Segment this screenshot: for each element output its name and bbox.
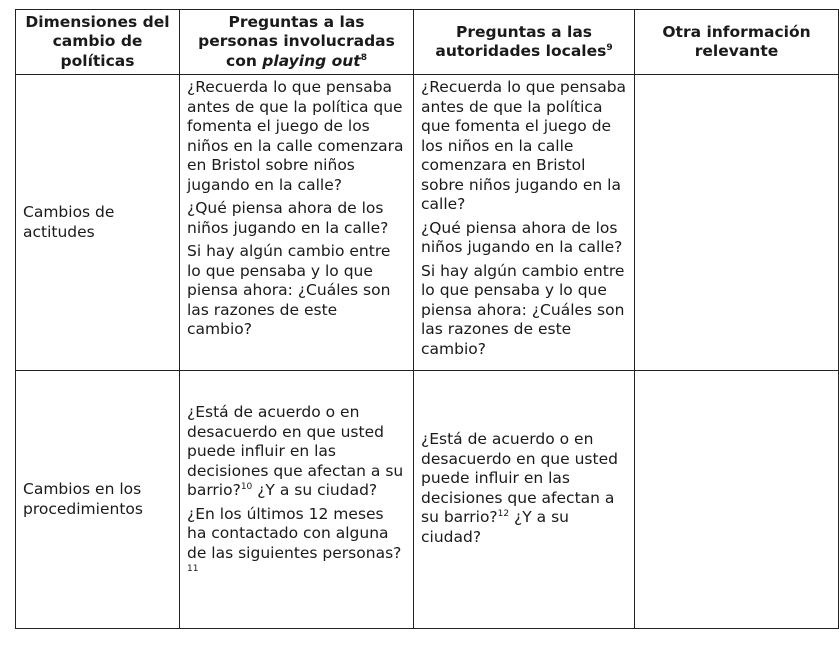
footnote-ref: 8 [360,52,367,63]
question-text: ¿Está de acuerdo o en desacuerdo en que usted puede influir en las decisiones que afectan a su barrio?$^{10}$ ¿Y a su ciudad? [187,403,404,499]
authorities-questions-cell [414,75,635,371]
table-row-attitudes [16,75,839,371]
question-text: ¿En los últimos 12 meses ha contactado con alguna de las siguientes personas?$^{11}$ [187,504,402,574]
footnote-ref: 9 [606,43,613,53]
header-involved-questions: Preguntas a las personas involucradas con playing out$^8$ [180,10,414,75]
table-row-procedures [16,371,839,629]
authorities-questions-cell [414,371,635,629]
question-text: Si hay algún cambio entre lo que pensaba y lo que piensa ahora: ¿Cuáles son las razones de este cambio? [187,242,391,338]
question-text: Si hay algún cambio entre lo que pensaba y lo que piensa ahora: ¿Cuáles son las razones de este cambio? [421,261,625,358]
involved-questions-cell [180,75,414,371]
footnote-ref: 10 [240,482,253,492]
involved-questions-cell [180,371,414,629]
header-dimensions: Dimensiones del cambio de políticas [16,10,180,75]
playing-out-italic: playing out [262,51,361,70]
dimension-cell: Cambios de actitudes [16,75,180,371]
other-info-cell [635,371,839,629]
header-row [16,10,839,75]
header-other-info: Otra información relevante [635,10,839,75]
question-text: ¿Está de acuerdo o en desacuerdo en que usted puede influir en las decisiones que afectan a su barrio?$^{12}$ ¿Y a su ciudad? [421,430,618,546]
header-authorities-questions: Preguntas a las autoridades locales$^9$ [414,10,635,75]
footnote-ref: 11 [187,564,199,574]
question-text: ¿Qué piensa ahora de los niños jugando en la calle? [187,199,389,237]
question-text: ¿Recuerda lo que pensaba antes de que la política que fomenta el juego de los niños en la calle comenzara en Bristol sobre niños jugando en la calle? [421,78,627,213]
other-info-cell [635,75,839,371]
dimension-cell: Cambios en los procedimientos [16,371,180,629]
question-text: ¿Qué piensa ahora de los niños jugando en la calle? [421,218,623,256]
question-text: ¿Recuerda lo que pensaba antes de que la política que fomenta el juego de los niños en la calle comenzara en Bristol sobre niños jugando en la calle? [187,78,404,194]
policy-change-table [15,9,839,629]
footnote-ref: 12 [497,509,510,519]
